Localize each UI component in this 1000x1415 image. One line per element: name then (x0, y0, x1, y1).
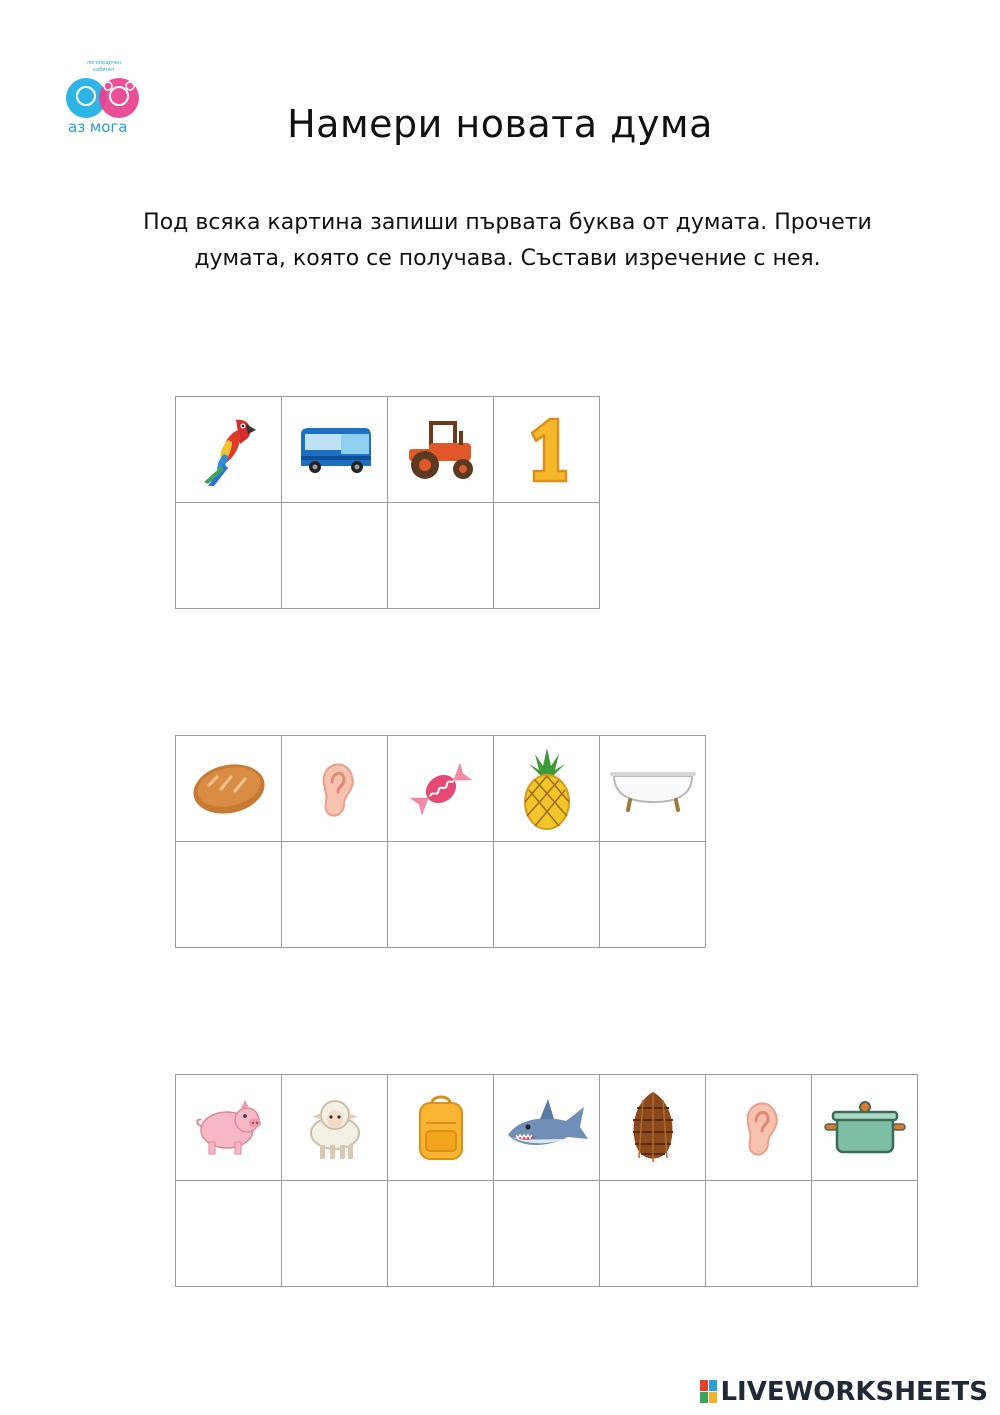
candy-icon (406, 754, 476, 824)
pot-icon (823, 1098, 907, 1158)
answer-cell[interactable] (176, 503, 282, 609)
sheep-icon (302, 1093, 368, 1163)
page-title: Намери новата дума (287, 102, 713, 146)
answer-cell[interactable] (600, 842, 706, 948)
answer-row (176, 1181, 918, 1287)
picture-cell (388, 1075, 494, 1181)
answer-cell[interactable] (706, 1181, 812, 1287)
answer-cell[interactable] (282, 1181, 388, 1287)
answer-row (176, 842, 706, 948)
word-grid-2 (175, 735, 706, 948)
pineapple-icon (519, 746, 575, 832)
number-one-icon (522, 415, 572, 485)
bus-icon (295, 420, 375, 480)
picture-cell (176, 1075, 282, 1181)
logo-name: аз мога (68, 118, 128, 136)
answer-cell[interactable] (388, 842, 494, 948)
answer-cell[interactable] (812, 1181, 918, 1287)
ear-icon (310, 754, 360, 824)
picture-row (176, 397, 600, 503)
answer-cell[interactable] (176, 842, 282, 948)
bread-icon (191, 759, 267, 819)
picture-cell (600, 1075, 706, 1181)
answer-cell[interactable] (388, 1181, 494, 1287)
picture-cell (706, 1075, 812, 1181)
picture-cell (176, 736, 282, 842)
answer-cell[interactable] (176, 1181, 282, 1287)
answer-cell[interactable] (600, 1181, 706, 1287)
logo-tagline-2: кабинет (93, 67, 115, 73)
picture-row (176, 1075, 918, 1181)
answer-row (176, 503, 600, 609)
ear-icon (734, 1093, 784, 1163)
tractor-icon (401, 415, 481, 485)
picture-cell (282, 736, 388, 842)
instructions-line-2: думата, която се получава. Състави изречение с нея. (194, 246, 821, 271)
word-grid-1 (175, 396, 600, 609)
logo-tagline-1: логопедичен (86, 60, 122, 66)
answer-cell[interactable] (494, 842, 600, 948)
watermark-text: LIVEWORKSHEETS (720, 1377, 988, 1407)
answer-cell[interactable] (388, 503, 494, 609)
bathtub-icon (610, 764, 696, 814)
word-grid-3 (175, 1074, 918, 1287)
picture-cell (494, 736, 600, 842)
answer-cell[interactable] (282, 842, 388, 948)
liveworksheets-badge-icon (700, 1380, 718, 1404)
picture-cell (282, 397, 388, 503)
picture-cell (282, 1075, 388, 1181)
liveworksheets-watermark (700, 1377, 988, 1407)
parrot-icon (194, 410, 264, 490)
picture-cell (494, 397, 600, 503)
answer-cell[interactable] (494, 503, 600, 609)
shark-icon (504, 1095, 590, 1161)
picture-cell (388, 736, 494, 842)
picture-row (176, 736, 706, 842)
backpack-icon (414, 1093, 468, 1163)
answer-cell[interactable] (494, 1181, 600, 1287)
picture-cell (600, 736, 706, 842)
pinecone-icon (625, 1088, 681, 1168)
pig-icon (191, 1096, 267, 1160)
picture-cell (176, 397, 282, 503)
instructions-line-1: Под всяка картина запиши първата буква от думата. Прочети (143, 210, 872, 235)
picture-cell (494, 1075, 600, 1181)
picture-cell (812, 1075, 918, 1181)
instructions (100, 205, 915, 277)
picture-cell (388, 397, 494, 503)
answer-cell[interactable] (282, 503, 388, 609)
